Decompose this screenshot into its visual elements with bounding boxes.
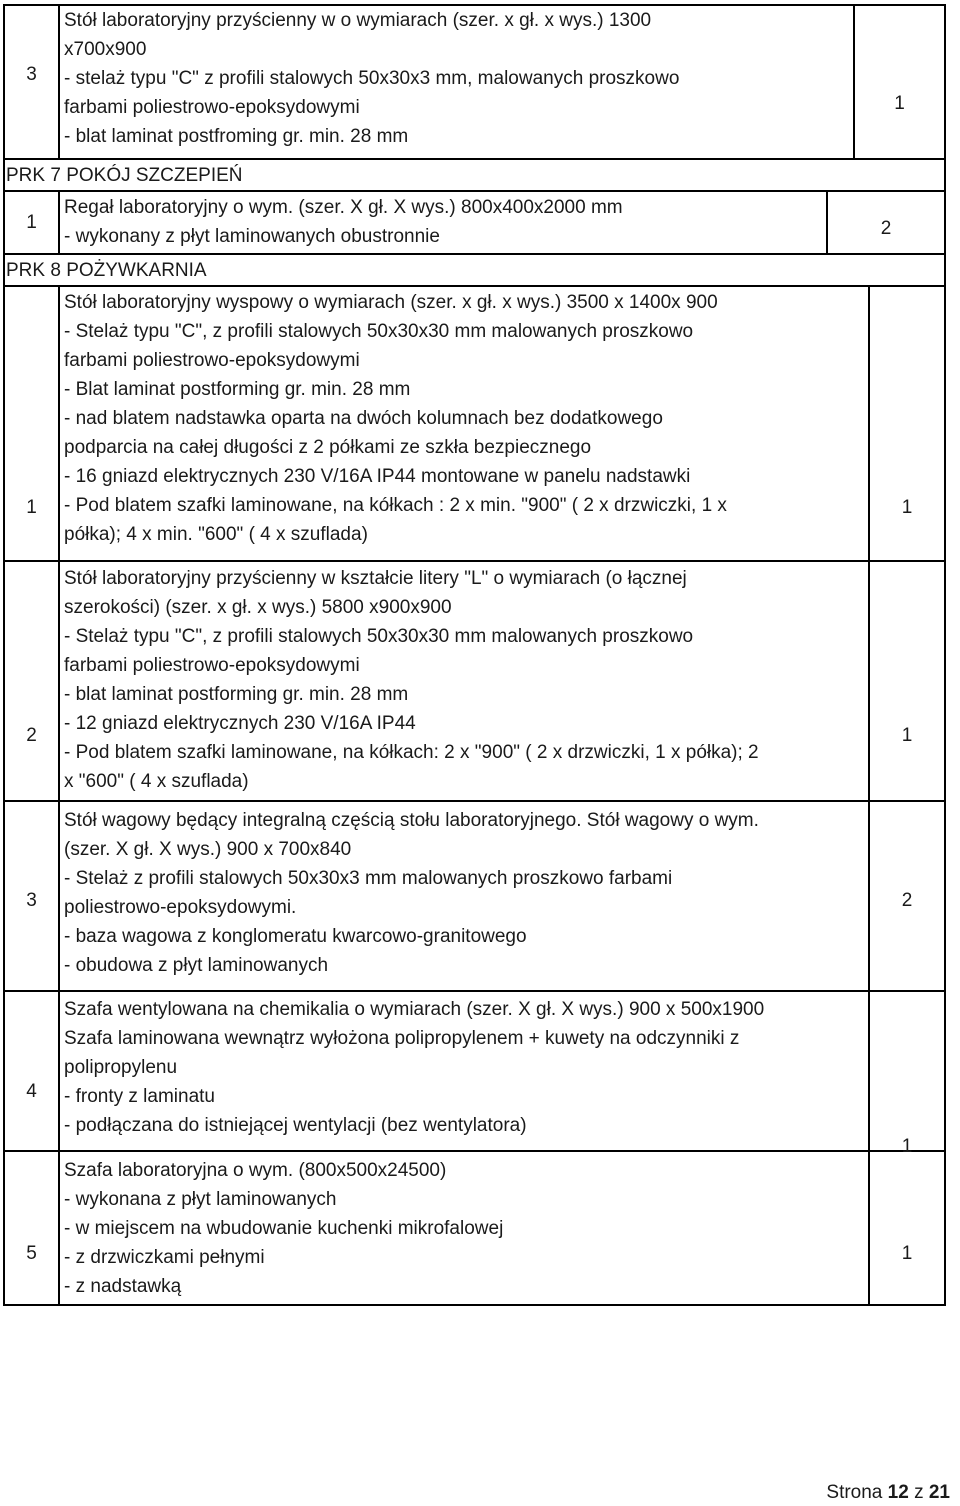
row-number: 2 (26, 725, 37, 746)
grid-line (3, 253, 946, 255)
row-number: 4 (26, 1081, 37, 1102)
row-number: 5 (26, 1243, 37, 1264)
item-description-line: - z nadstawką (64, 1276, 182, 1297)
footer-of: z (914, 1482, 924, 1503)
item-quantity: 1 (901, 1136, 913, 1157)
grid-line (3, 158, 946, 160)
item-quantity: 2 (901, 890, 913, 911)
item-description-line: - 16 gniazd elektrycznych 230 V/16A IP44 montowane w panelu nadstawki (64, 466, 691, 487)
item-description-line: - 12 gniazd elektrycznych 230 V/16A IP44 (64, 713, 416, 734)
item-description-line: Szafa wentylowana na chemikalia o wymiarach (szer. X gł. X wys.) 900 x 500x1900 (64, 999, 765, 1020)
item-description-line: - Blat laminat postforming gr. min. 28 mm (64, 379, 411, 400)
section-header: PRK 7 POKÓJ SZCZEPIEŃ (6, 165, 243, 186)
grid-line (58, 4, 60, 160)
grid-line (3, 1304, 946, 1306)
item-description-line: - stelaż typu "C" z profili stalowych 50x30x3 mm, malowanych proszkowo (64, 68, 680, 89)
item-quantity: 2 (880, 218, 892, 239)
item-description-line: - wykonana z płyt laminowanych (64, 1189, 337, 1210)
item-description-line: - podłączana do istniejącej wentylacji (bez wentylatora) (64, 1115, 527, 1136)
grid-line (853, 4, 855, 160)
grid-line (3, 190, 946, 192)
grid-line (58, 285, 60, 1306)
item-description-line: poliestrowo-epoksydowymi. (64, 897, 297, 918)
item-description-line: podparcia na całej długości z 2 półkami ze szkła bezpiecznego (64, 437, 592, 458)
item-quantity: 1 (901, 497, 913, 518)
row-number: 1 (26, 497, 37, 518)
item-description-line: (szer. X gł. X wys.) 900 x 700x840 (64, 839, 352, 860)
item-description-line: Stół laboratoryjny wyspowy o wymiarach (szer. x gł. x wys.) 3500 x 1400x 900 (64, 292, 718, 313)
row-number: 3 (26, 64, 37, 85)
item-description-line: x700x900 (64, 39, 147, 60)
footer-prefix: Strona (826, 1482, 883, 1503)
grid-line (58, 190, 60, 255)
item-description-line: x "600" ( 4 x szuflada) (64, 771, 249, 792)
section-header: PRK 8 POŻYWKARNIA (6, 260, 207, 281)
item-description-line: Szafa laboratoryjna o wym. (800x500x24500) (64, 1160, 447, 1181)
item-description-line: Stół laboratoryjny przyścienny w kształcie litery "L" o wymiarach (o łącznej (64, 568, 687, 589)
item-quantity: 1 (901, 725, 913, 746)
current-page-number: 12 (887, 1482, 909, 1503)
item-description-line: - wykonany z płyt laminowanych obustronnie (64, 226, 440, 247)
item-description-line: - Stelaż z profili stalowych 50x30x3 mm malowanych proszkowo farbami (64, 868, 673, 889)
item-description-line: - obudowa z płyt laminowanych (64, 955, 329, 976)
grid-line (944, 4, 946, 1306)
grid-line (3, 800, 946, 802)
item-quantity: 1 (901, 1243, 913, 1264)
item-description-line: - blat laminat postfroming gr. min. 28 mm (64, 126, 409, 147)
total-page-count: 21 (928, 1482, 950, 1503)
item-description-line: Regał laboratoryjny o wym. (szer. X gł. X wys.) 800x400x2000 mm (64, 197, 623, 218)
item-description-line: Szafa laminowana wewnątrz wyłożona polipropylenem + kuwety na odczynniki z (64, 1028, 740, 1049)
item-description-line: - fronty z laminatu (64, 1086, 215, 1107)
item-description-line: - z drzwiczkami pełnymi (64, 1247, 265, 1268)
row-number: 3 (26, 890, 37, 911)
item-description-line: - blat laminat postforming gr. min. 28 mm (64, 684, 409, 705)
item-quantity: 1 (894, 93, 905, 114)
item-description-line: farbami poliestrowo-epoksydowymi (64, 97, 360, 118)
item-description-line: Stół wagowy będący integralną częścią stołu laboratoryjnego. Stół wagowy o wym. (64, 810, 759, 831)
item-description-line: farbami poliestrowo-epoksydowymi (64, 350, 360, 371)
row-number: 1 (26, 212, 37, 233)
item-description-line: - Stelaż typu "C", z profili stalowych 50x30x30 mm malowanych proszkowo (64, 626, 694, 647)
grid-line (3, 990, 946, 992)
item-description-line: - Pod blatem szafki laminowane, na kółkach : 2 x min. "900" ( 2 x drzwiczki, 1 x (64, 495, 727, 516)
page-footer (826, 1480, 950, 1506)
item-description-line: polipropylenu (64, 1057, 178, 1078)
item-description-line: - baza wagowa z konglomeratu kwarcowo-granitowego (64, 926, 527, 947)
item-description-line: - Pod blatem szafki laminowane, na kółkach: 2 x "900" ( 2 x drzwiczki, 1 x półka); 2 (64, 742, 759, 763)
item-description-line: Stół laboratoryjny przyścienny w o wymiarach (szer. x gł. x wys.) 1300 (64, 10, 652, 31)
grid-line (3, 1150, 946, 1152)
item-description-line: - w miejscem na wbudowanie kuchenki mikrofalowej (64, 1218, 504, 1239)
item-description-line: - nad blatem nadstawka oparta na dwóch kolumnach bez dodatkowego (64, 408, 663, 429)
item-description-line: farbami poliestrowo-epoksydowymi (64, 655, 360, 676)
grid-line (3, 560, 946, 562)
grid-line (3, 285, 946, 287)
item-description-line: szerokości) (szer. x gł. x wys.) 5800 x900x900 (64, 597, 452, 618)
item-description-line: - Stelaż typu "C", z profili stalowych 50x30x30 mm malowanych proszkowo (64, 321, 694, 342)
grid-line (3, 4, 5, 1306)
item-description-line: półka); 4 x min. "600" ( 4 x szuflada) (64, 524, 368, 545)
